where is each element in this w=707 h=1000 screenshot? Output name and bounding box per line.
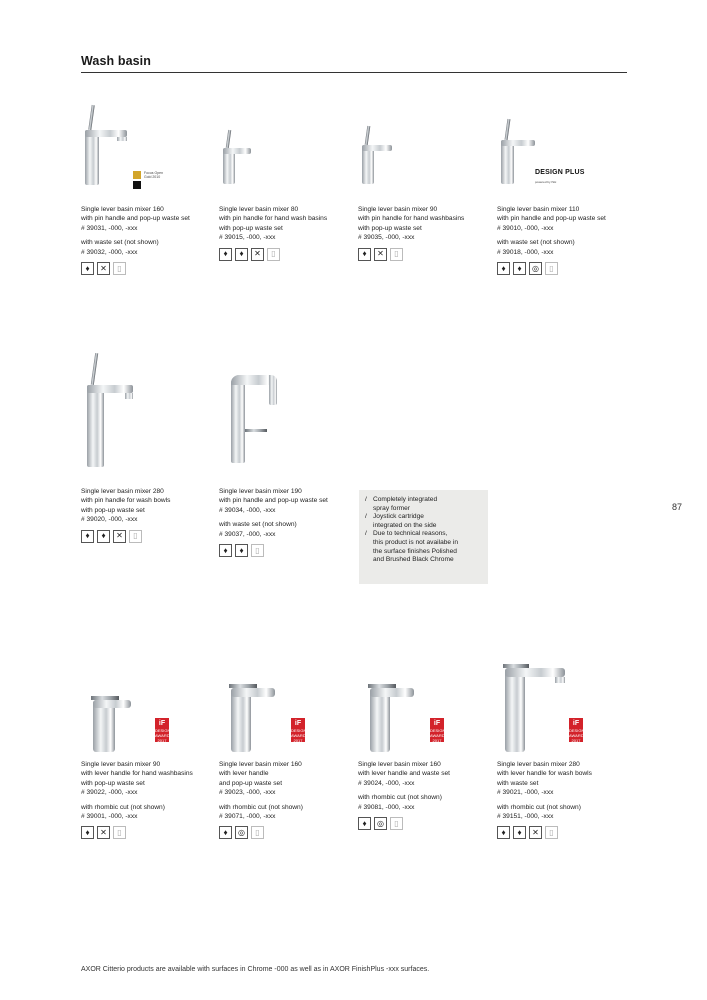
- product-line: Single lever basin mixer 280: [81, 488, 164, 495]
- water-drop-icon: ♦: [497, 826, 510, 839]
- faucet-spout: [223, 148, 251, 154]
- feature-icons: [219, 248, 355, 261]
- lever-handle: [91, 696, 119, 700]
- tall-vessel-icon: ▯: [267, 248, 280, 261]
- pin-handle: [365, 126, 371, 145]
- product-line: Single lever basin mixer 90: [358, 206, 438, 213]
- aerator-icon: ◎: [529, 262, 542, 275]
- product-line: with pop-up waste set: [81, 779, 145, 787]
- eco-drop-icon: ♦: [513, 262, 526, 275]
- feature-icons: [219, 544, 355, 557]
- product-line: with pin handle and pop-up waste set: [219, 497, 328, 505]
- product-line: # 39034, -000, -xxx: [219, 506, 276, 514]
- product-39031: [81, 105, 217, 275]
- pin-handle: [245, 429, 267, 432]
- eco-drop-icon: ♦: [81, 826, 94, 839]
- product-line: # 39035, -000, -xxx: [358, 234, 415, 242]
- feature-icons: [497, 826, 633, 839]
- if-award-badge: iF DESIGN AWARD 2017: [569, 720, 585, 743]
- tall-vessel-icon: ▯: [545, 826, 558, 839]
- feature-icons: [219, 826, 355, 839]
- product-line: # 39024, -000, -xxx: [358, 779, 415, 787]
- eco-drop-icon: ♦: [219, 826, 232, 839]
- product-line: # 39010, -000, -xxx: [497, 224, 554, 232]
- faucet-spout: [85, 130, 127, 137]
- product-line: with waste set (not shown): [81, 239, 159, 247]
- product-line: # 39023, -000, -xxx: [219, 789, 276, 797]
- product-line: # 39020, -000, -xxx: [81, 516, 138, 524]
- product-39022: [81, 660, 217, 839]
- product-image: [358, 660, 494, 760]
- product-line: Single lever basin mixer 80: [219, 206, 299, 213]
- design-plus-sub: powered by ISH: [535, 180, 557, 184]
- product-line: with pin handle for wash bowls: [81, 497, 171, 505]
- faucet-spout: [87, 385, 133, 393]
- no-cold-start-icon: ✕: [529, 826, 542, 839]
- product-39010: [497, 105, 633, 275]
- tall-vessel-icon: ▯: [390, 817, 403, 830]
- product-line: # 39022, -000, -xxx: [81, 789, 138, 797]
- faucet-spout: [501, 140, 535, 146]
- tall-vessel-icon: ▯: [390, 248, 403, 261]
- feature-icons: [358, 817, 494, 830]
- faucet-body: [505, 668, 525, 752]
- product-image: [497, 660, 633, 760]
- product-line: Single lever basin mixer 190: [219, 488, 302, 495]
- title-divider: [81, 72, 627, 73]
- product-line: Single lever basin mixer 90: [81, 761, 161, 768]
- product-line: with waste set (not shown): [497, 239, 575, 247]
- product-39023: [219, 660, 355, 839]
- no-cold-start-icon: ✕: [113, 530, 126, 543]
- faucet-spout-tip: [125, 393, 133, 399]
- water-drop-icon: ♦: [219, 544, 232, 557]
- faucet-body: [501, 140, 514, 184]
- eco-drop-icon: ♦: [97, 530, 110, 543]
- product-line: Single lever basin mixer 110: [497, 206, 580, 213]
- product-39015: [219, 105, 355, 261]
- info-item: / Joystick cartridge integrated on the side: [365, 513, 437, 529]
- eco-drop-icon: ♦: [513, 826, 526, 839]
- water-drop-icon: ♦: [81, 530, 94, 543]
- product-line: Single lever basin mixer 160: [358, 761, 441, 768]
- tall-vessel-icon: ▯: [251, 826, 264, 839]
- focus-open-mark-icon: [133, 181, 141, 189]
- product-line: and pop-up waste set: [219, 779, 283, 787]
- product-image: [497, 105, 633, 205]
- product-line: with waste set (not shown): [219, 521, 297, 529]
- product-line: with rhombic cut (not shown): [81, 803, 165, 811]
- feature-icons: [497, 262, 633, 275]
- product-line: # 39071, -000, -xxx: [219, 813, 276, 821]
- if-award-badge: iF DESIGN AWARD 2017: [155, 720, 171, 743]
- design-plus-logo: DESIGN PLUS: [535, 169, 585, 176]
- product-line: with pin handle and pop-up waste set: [81, 215, 190, 223]
- product-line: Single lever basin mixer 280: [497, 761, 580, 768]
- product-line: # 39018, -000, -xxx: [497, 248, 554, 256]
- faucet-body: [231, 375, 245, 463]
- water-drop-icon: ♦: [219, 248, 232, 261]
- product-line: with lever handle for hand washbasins: [81, 770, 193, 778]
- focus-open-label: Focus Open Gold 2010: [144, 171, 164, 179]
- eco-drop-icon: ♦: [81, 262, 94, 275]
- aerator-icon: ◎: [235, 826, 248, 839]
- product-line: # 39151, -000, -xxx: [497, 813, 554, 821]
- product-39035: [358, 105, 494, 261]
- product-line: with pop-up waste set: [81, 506, 145, 514]
- faucet-body: [370, 688, 390, 752]
- product-image: [358, 105, 494, 205]
- product-39024: [358, 660, 494, 830]
- faucet-body: [85, 130, 99, 185]
- product-line: # 39001, -000, -xxx: [81, 813, 138, 821]
- info-item: / Completely integrated spray former: [365, 496, 438, 512]
- product-line: with rhombic cut (not shown): [358, 794, 442, 802]
- feature-icons: [81, 262, 217, 275]
- product-image: [81, 105, 217, 205]
- tall-vessel-icon: ▯: [251, 544, 264, 557]
- faucet-spout: [505, 668, 565, 677]
- product-line: # 39031, -000, -xxx: [81, 224, 138, 232]
- no-cold-start-icon: ✕: [374, 248, 387, 261]
- product-line: # 39032, -000, -xxx: [81, 248, 138, 256]
- product-line: with rhombic cut (not shown): [219, 803, 303, 811]
- product-line: # 39021, -000, -xxx: [497, 789, 554, 797]
- product-image: [219, 660, 355, 760]
- product-39020: [81, 347, 217, 543]
- product-line: with pop-up waste set: [219, 224, 283, 232]
- pin-handle: [91, 353, 98, 385]
- product-39021: [497, 660, 633, 839]
- feature-info-box: [359, 490, 488, 584]
- aerator-icon: ◎: [374, 817, 387, 830]
- no-cold-start-icon: ✕: [97, 262, 110, 275]
- product-line: # 39037, -000, -xxx: [219, 530, 276, 538]
- feature-icons: [358, 248, 494, 261]
- product-line: # 39081, -000, -xxx: [358, 803, 415, 811]
- product-image: [81, 660, 217, 760]
- page-title: Wash basin: [81, 54, 151, 68]
- info-item: / Due to technical reasons, this product is not availabe in the surface finishes Polished and Brushed Black Chrome: [365, 530, 459, 564]
- if-award-badge: iF DESIGN AWARD 2017: [430, 720, 446, 743]
- product-line: with waste set: [497, 779, 539, 787]
- faucet-spout-tip: [555, 677, 565, 683]
- tall-vessel-icon: ▯: [113, 826, 126, 839]
- lever-handle: [229, 684, 257, 688]
- product-line: with pin handle for hand washbasins: [358, 215, 465, 223]
- eco-drop-icon: ♦: [235, 544, 248, 557]
- faucet-spout: [370, 688, 414, 697]
- faucet-body: [87, 385, 104, 467]
- product-39034: [219, 347, 355, 557]
- product-line: with lever handle for wash bowls: [497, 770, 592, 778]
- faucet-spout-tip: [117, 137, 127, 141]
- feature-icons: [81, 530, 217, 543]
- faucet-body: [231, 688, 251, 752]
- product-image: [81, 347, 217, 487]
- page-number: 87: [672, 502, 683, 512]
- product-line: Single lever basin mixer 160: [219, 761, 302, 768]
- if-award-badge: iF DESIGN AWARD 2017: [291, 720, 307, 743]
- product-line: with lever handle and waste set: [358, 770, 451, 778]
- tall-vessel-icon: ▯: [545, 262, 558, 275]
- product-line: with pin handle and pop-up waste set: [497, 215, 606, 223]
- product-line: with pop-up waste set: [358, 224, 422, 232]
- tall-vessel-icon: ▯: [129, 530, 142, 543]
- pin-handle: [226, 130, 231, 148]
- product-line: with rhombic cut (not shown): [497, 803, 581, 811]
- eco-drop-icon: ♦: [358, 248, 371, 261]
- lever-handle: [368, 684, 396, 688]
- eco-drop-icon: ♦: [235, 248, 248, 261]
- focus-open-award-icon: [133, 171, 141, 179]
- page-footer: AXOR Citterio products are available with surfaces in Chrome -000 as well as in AXOR FinishPlus -xxx surfaces.: [81, 966, 430, 973]
- tall-vessel-icon: ▯: [113, 262, 126, 275]
- product-line: with pin handle for hand wash basins: [219, 215, 328, 223]
- water-drop-icon: ♦: [497, 262, 510, 275]
- feature-icons: [81, 826, 217, 839]
- product-line: Single lever basin mixer 160: [81, 206, 164, 213]
- faucet-spout-arm: [269, 375, 277, 405]
- product-line: with lever handle: [219, 770, 269, 778]
- pin-handle: [88, 105, 94, 130]
- product-image: [219, 105, 355, 205]
- faucet-spout: [93, 700, 131, 708]
- eco-drop-icon: ♦: [358, 817, 371, 830]
- no-cold-start-icon: ✕: [251, 248, 264, 261]
- lever-handle: [503, 664, 529, 668]
- faucet-spout: [231, 688, 275, 697]
- faucet-spout: [362, 145, 392, 151]
- no-cold-start-icon: ✕: [97, 826, 110, 839]
- product-image: [219, 347, 355, 487]
- product-line: # 39015, -000, -xxx: [219, 234, 276, 242]
- pin-handle: [505, 119, 511, 140]
